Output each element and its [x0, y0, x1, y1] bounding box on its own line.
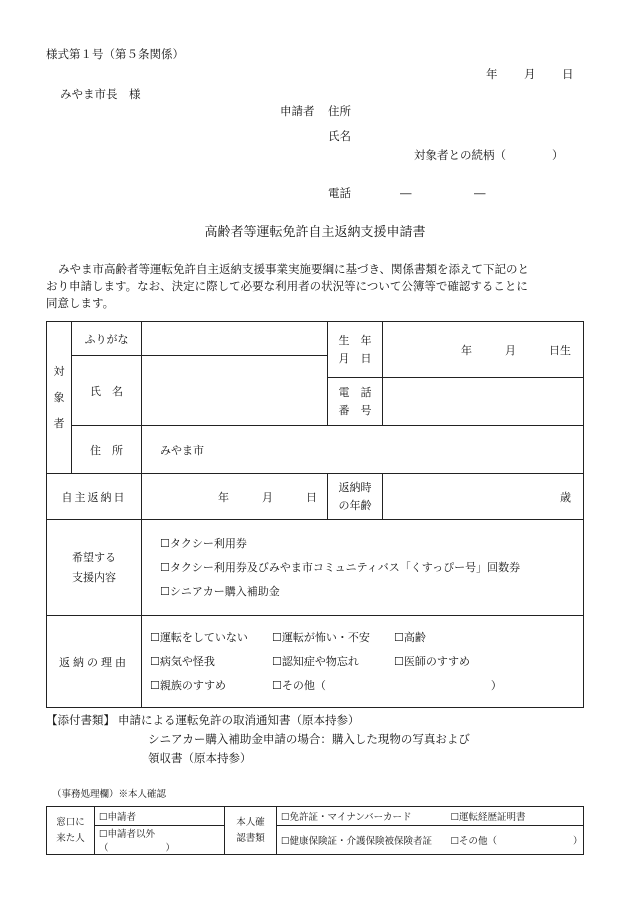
support-option-taxi[interactable]: ☐タクシー利用券 [160, 536, 247, 550]
name-label: 氏 名 [72, 356, 142, 426]
applicant-relation-label: 対象者との続柄（ ） [414, 148, 564, 162]
support-options [142, 520, 584, 616]
reason-dementia[interactable]: ☐認知症や物忘れ [272, 654, 359, 668]
date-day: 日 [562, 67, 574, 81]
doc-option-other[interactable]: ☐その他（ ） [447, 826, 584, 855]
doc-option-driving-record[interactable]: ☐運転経歴証明書 [447, 807, 584, 826]
reason-label: 返納の理由 [47, 616, 142, 708]
date-month: 月 [524, 67, 536, 81]
support-option-senior-car[interactable]: ☐シニアカー購入補助金 [160, 584, 280, 598]
age-field[interactable]: 歳 [383, 474, 584, 520]
document-title: 高齢者等運転免許自主返納支援申請書 [204, 225, 426, 240]
support-option-taxi-bus[interactable]: ☐タクシー利用券及びみやま市コミュニティバス「くすっぴー号」回数券 [160, 560, 521, 574]
visitor-label: 窓口に 来た人 [47, 807, 95, 855]
reason-row [142, 674, 583, 698]
attachment-line-1: 申請による運転免許の取消通知書（原本持参） [118, 713, 360, 727]
processing-table [46, 806, 584, 855]
address-label: 住 所 [72, 426, 142, 474]
doc-option-license[interactable]: ☐免許証・マイナンバーカード [277, 807, 447, 826]
application-table [46, 321, 584, 708]
applicant-name-label: 氏名 [328, 129, 351, 143]
reason-row [142, 650, 583, 674]
reason-not-driving[interactable]: ☐運転をしていない [150, 630, 248, 644]
phone-label: 電 話 番 号 [328, 378, 383, 426]
attachment-line-3: 領収書（原本持参） [148, 751, 252, 765]
furigana-label: ふりがな [72, 322, 142, 356]
reason-doctor[interactable]: ☐医師のすすめ [394, 654, 470, 668]
reason-options [142, 616, 584, 708]
reason-afraid[interactable]: ☐運転が怖い・不安 [272, 630, 370, 644]
reason-row [142, 626, 583, 650]
intro-line-1: みやま市高齢者等運転免許自主返納支援事業実施要綱に基づき、関係書類を添えて下記のと [58, 262, 530, 276]
attachment-line-2: シニアカー購入補助金申請の場合：購入した現物の写真および [148, 732, 470, 746]
return-date-label: 自主返納日 [47, 474, 142, 520]
applicant-label: 申請者 [280, 104, 315, 118]
applicant-address-label: 住所 [328, 104, 351, 118]
form-number: 様式第１号（第５条関係） [46, 47, 184, 61]
processing-header: （事務処理欄）※本人確認 [52, 789, 167, 800]
visitor-option-applicant[interactable]: ☐申請者 [95, 807, 225, 826]
reason-illness[interactable]: ☐病気や怪我 [150, 654, 215, 668]
date-year: 年 [486, 67, 498, 81]
return-date-field[interactable]: 年 月 日 [142, 474, 328, 520]
support-label: 希望する 支援内容 [47, 520, 142, 616]
name-field[interactable] [142, 356, 328, 426]
birth-label: 生 年 月 日 [328, 322, 383, 378]
birth-field[interactable]: 年 月 日生 [383, 322, 584, 378]
id-doc-label: 本人確 認書類 [225, 807, 277, 855]
reason-family[interactable]: ☐親族のすすめ [150, 678, 226, 692]
subject-header: 対 象 者 [47, 322, 72, 474]
phone-separator: ― [400, 186, 412, 200]
attachments-label: 【添付書類】 [46, 713, 115, 727]
reason-elderly[interactable]: ☐高齢 [394, 630, 426, 644]
furigana-field[interactable] [142, 322, 328, 356]
phone-separator: ― [474, 186, 486, 200]
reason-other[interactable]: ☐その他（ ） [272, 678, 502, 692]
doc-option-insurance[interactable]: ☐健康保険証・介護保険被保険者証 [277, 826, 447, 855]
intro-line-2: おり申請します。なお、決定に際して必要な利用者の状況等について公簿等で確認することに [46, 279, 528, 293]
phone-field[interactable] [383, 378, 584, 426]
addressee: みやま市長 様 [60, 87, 141, 101]
applicant-phone-label: 電話 [328, 186, 351, 200]
address-field[interactable]: みやま市 [142, 426, 584, 474]
age-label: 返納時 の年齢 [328, 474, 383, 520]
visitor-option-other[interactable]: ☐申請者以外（ ） [95, 826, 225, 855]
intro-line-3: 同意します。 [46, 296, 115, 310]
